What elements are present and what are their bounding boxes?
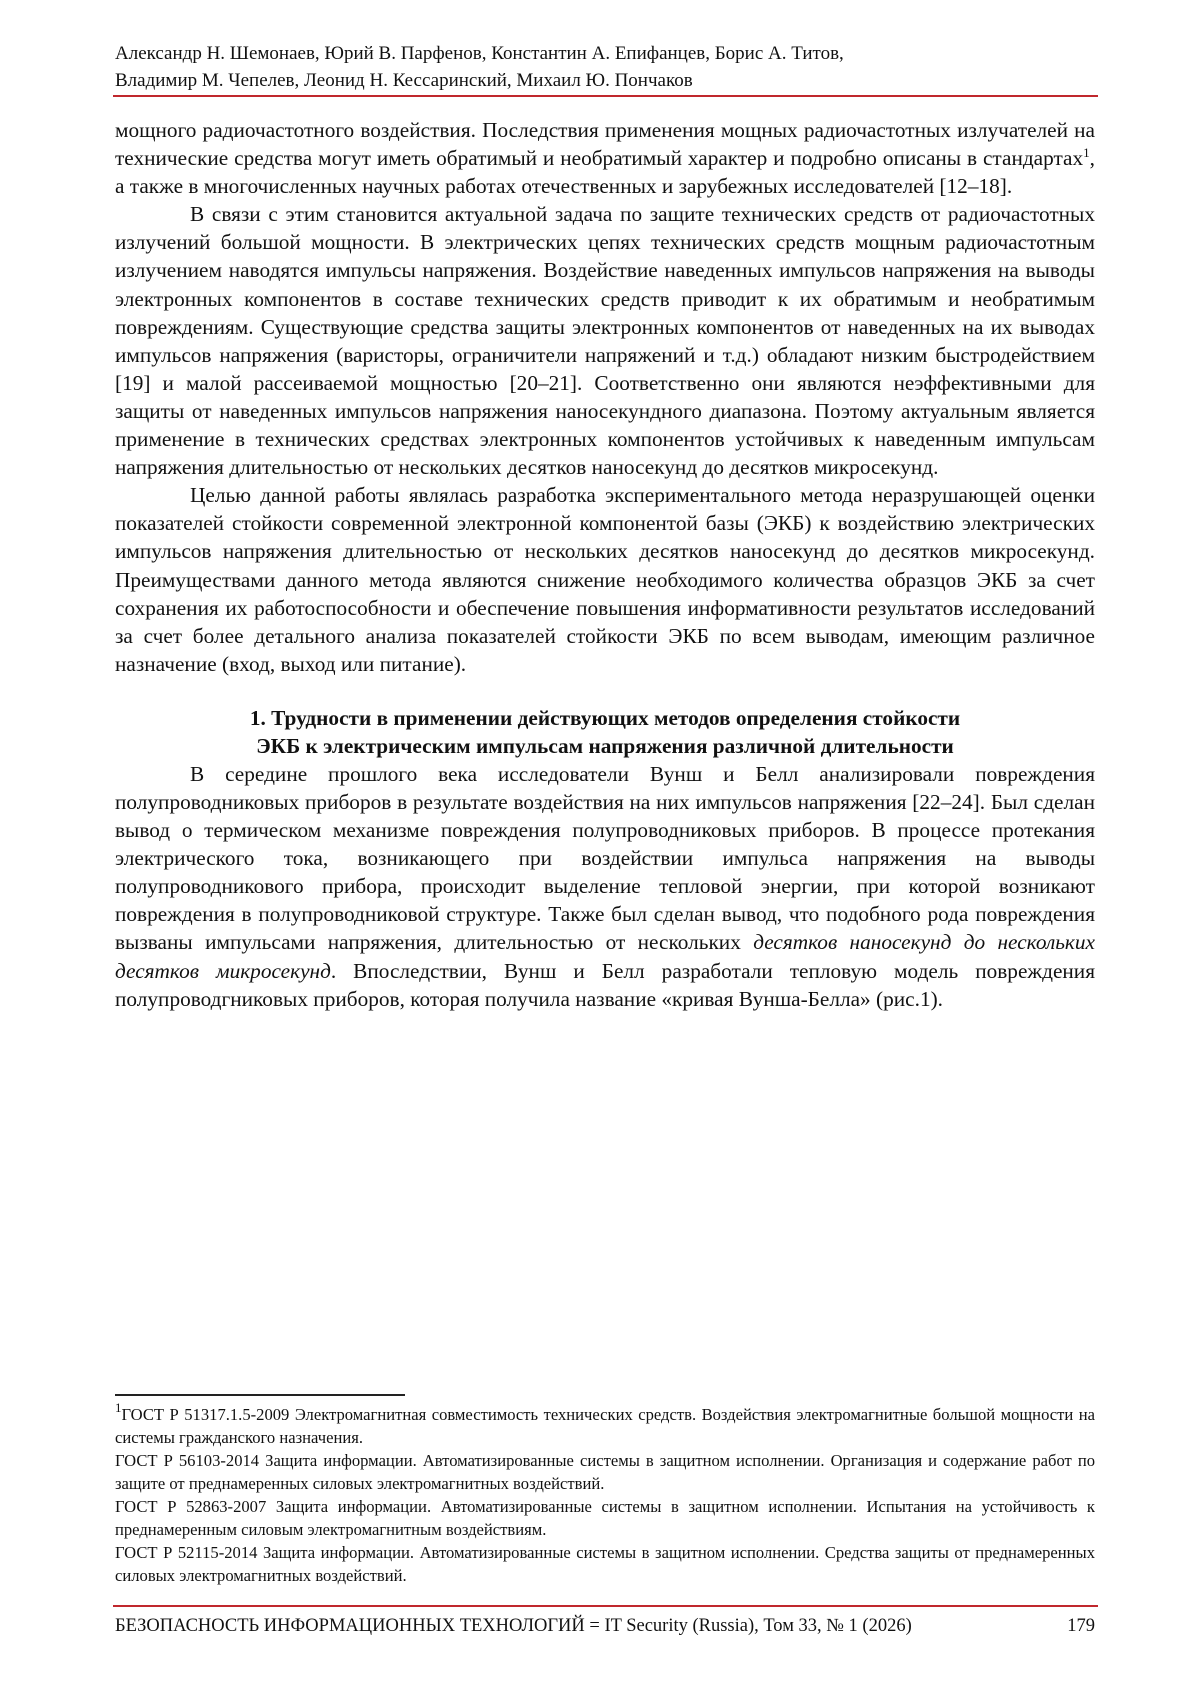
footnote-4: ГОСТ Р 52115-2014 Защита информации. Автоматизированные системы в защитном исполнении. Средства защиты от преднамеренных силовых электромагнитных воздействий. [115, 1543, 1095, 1585]
authors-line-1: Александр Н. Шемонаев, Юрий В. Парфенов, Константин А. Епифанцев, Борис А. Титов, [115, 43, 844, 64]
section-heading-line-1: 1. Трудности в применении действующих методов определения стойкости [249, 705, 961, 730]
footnotes [115, 1400, 1095, 1587]
paragraph-2: В связи с этим становится актуальной задача по защите технических средств от радиочастотных излучений большой мощности. В электрических цепях технических средств мощным радиочастотным излучением наводятся импульсы напряжения. Воздействие наведенных импульсов напряжения на выводы электронных компонентов в составе технических средств приводит к их обратимым и необратимым повреждениям. Существующие средства защиты электронных компонентов от наведенных на их выводах импульсов напряжения (варисторы, ограничители напряжений и т.д.) обладают низким быстродействием [19] и малой рассеиваемой мощностью [20–21]. Соответственно они являются неэффективными для защиты от наведенных импульсов напряжения наносекундного диапазона. Поэтому актуальным является применение в технических средствах электронных компонентов устойчивых к наведенным импульсам напряжения длительностью от нескольких десятков наносекунд до десятков микросекунд. [115, 202, 1095, 480]
emphasis: десятков наносекунд до нескольких десятков микросекунд [115, 930, 1095, 983]
header-rule [113, 95, 1098, 97]
paragraph-1: мощного радиочастотного воздействия. Последствия применения мощных радиочастотных излучателей на технические средства могут иметь обратимый и необратимый характер и подробно описаны в стандартах$^1$, а также в многочисленных научных работах отечественных и зарубежных исследователей [12–18]. [115, 118, 1095, 199]
footer-rule [113, 1605, 1098, 1607]
section-heading [115, 704, 1095, 760]
footnote-separator [115, 1394, 405, 1396]
footnote-2: ГОСТ Р 56103-2014 Защита информации. Автоматизированные системы в защитном исполнении. Организация и содержание работ по защите от преднамеренных силовых электромагнитных воздействий. [115, 1451, 1095, 1493]
running-header [115, 40, 1095, 94]
paragraph-4: В середине прошлого века исследователи Вунш и Белл анализировали повреждения полупроводниковых приборов в результате воздействия на них импульсов напряжения [22–24]. Был сделан вывод о термическом механизме повреждения полупроводниковых приборов. В процессе протекания электрического тока, возникающего при воздействии импульса напряжения на выводы полупроводникового прибора, происходит выделение тепловой энергии, при которой возникают повреждения в полупроводниковой структуре. Также был сделан вывод, что подобного рода повреждения вызваны импульсами напряжения, длительностью от нескольких десятков наносекунд до нескольких десятков микросекунд. Впоследствии, Вунш и Белл разработали тепловую модель повреждения полупроводгниковых приборов, которая получила название «кривая Вунша-Белла» (рис.1). [115, 761, 1095, 1011]
section-heading-line-2: ЭКБ к электрическим импульсам напряжения различной длительности [256, 733, 954, 758]
paragraph-3: Целью данной работы являлась разработка экспериментального метода неразрушающей оценки показателей стойкости современной электронной компонентой базы (ЭКБ) к воздействию электрических импульсов напряжения длительностью от нескольких десятков наносекунд до десятков микросекунд. Преимуществами данного метода являются снижение необходимого количества образцов ЭКБ за счет сохранения их работоспособности и обеспечение повышения информативности результатов исследований за счет более детального анализа показателей стойкости ЭКБ по всем выводам, имеющим различное назначение (вход, выход или питание). [115, 483, 1095, 676]
footnote-ref[interactable]: 1 [1083, 145, 1090, 161]
authors-line-2: Владимир М. Чепелев, Леонид Н. Кессаринский, Михаил Ю. Пончаков [115, 70, 693, 91]
page-number: 179 [1067, 1616, 1095, 1636]
footnote-1: $^1$ГОСТ Р 51317.1.5-2009 Электромагнитная совместимость технических средств. Воздействия электромагнитные большой мощности на системы гражданского назначения. [115, 1400, 1095, 1447]
article-body [115, 116, 1095, 1013]
journal-title: БЕЗОПАСНОСТЬ ИНФОРМАЦИОННЫХ ТЕХНОЛОГИЙ = IT Security (Russia), Том 33, № 1 (2026) [115, 1616, 912, 1636]
footnote-3: ГОСТ Р 52863-2007 Защита информации. Автоматизированные системы в защитном исполнении. Испытания на устойчивость к преднамеренным силовым электромагнитным воздействиям. [115, 1497, 1095, 1539]
